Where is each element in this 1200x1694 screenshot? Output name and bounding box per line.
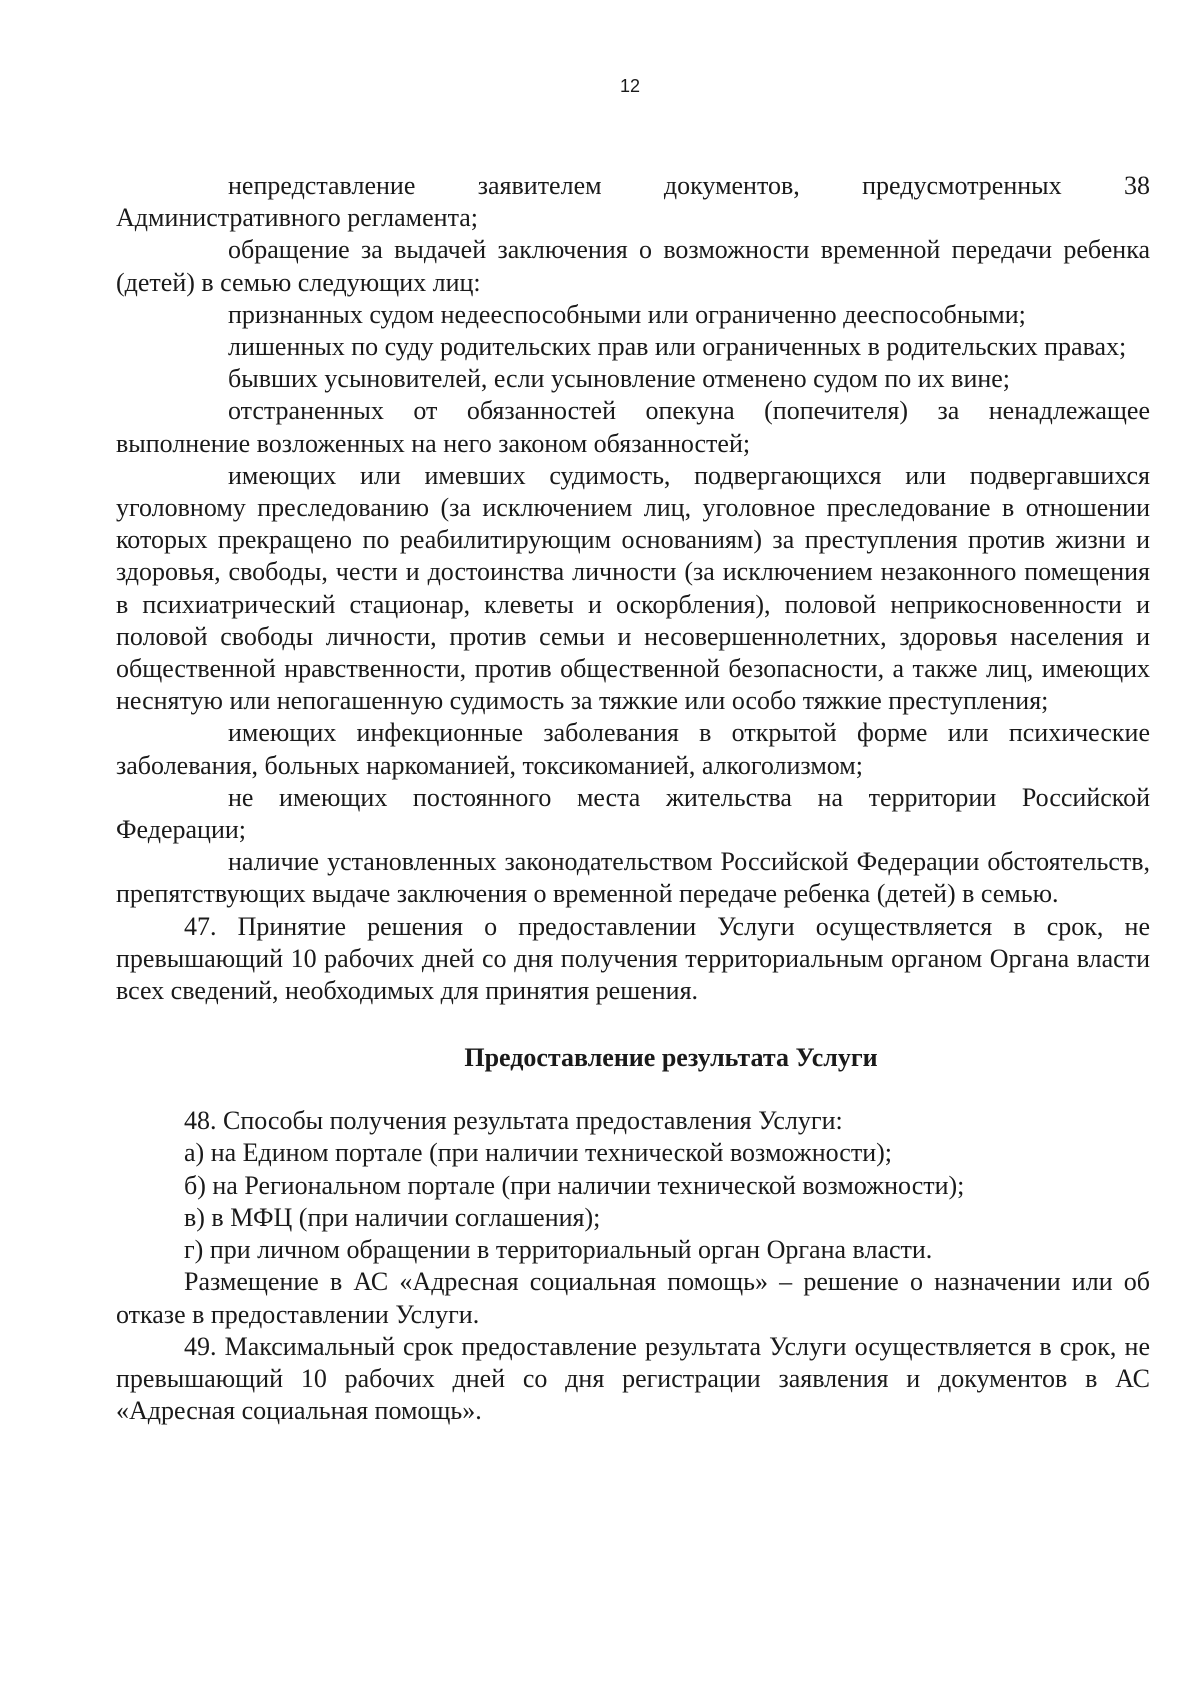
paragraph-item-49: 49. Максимальный срок предоставление результата Услуги осуществляется в срок, не превышающий 10 рабочих дней со дня регистрации заявления и документов в АС «Адресная социальная помощь».	[116, 1331, 1150, 1426]
list-item-g: г) при личном обращении в территориальный орган Органа власти.	[184, 1235, 933, 1265]
paragraph: бывших усыновителей, если усыновление отменено судом по их вине;	[228, 364, 1011, 394]
paragraph: признанных судом недееспособными или ограниченно дееспособными;	[228, 299, 1026, 329]
paragraph: лишенных по суду родительских прав или ограниченных в родительских правах;	[228, 332, 1127, 362]
document-body	[116, 170, 1150, 1427]
section-heading: Предоставление результата Услуги	[464, 1043, 878, 1073]
list-item-a: а) на Едином портале (при наличии технической возможности);	[184, 1138, 892, 1168]
paragraph-item-47: 47. Принятие решения о предоставлении Услуги осуществляется в срок, не превышающий 10 рабочих дней со дня получения территориальным органом Органа власти всех сведений, необходимых для принятия решения.	[116, 911, 1150, 1006]
paragraph: имеющих или имевших судимость, подвергающихся или подвергавшихся уголовному преследованию (за исключением лиц, уголовное преследование в отношении которых прекращено по реабилитирующим основаниям) за преступления против жизни и здоровья, свободы, чести и достоинства личности (за исключением незаконного помещения в психиатрический стационар, клеветы и оскорбления), половой неприкосновенности и половой свободы личности, против семьи и несовершеннолетних, здоровья населения и общественной нравственности, против общественной безопасности, а также лиц, имеющих неснятую или непогашенную судимость за тяжкие или особо тяжкие преступления;	[116, 460, 1150, 716]
paragraph: отстраненных от обязанностей опекуна (попечителя) за ненадлежащее выполнение возложенных на него законом обязанностей;	[116, 396, 1150, 458]
page-number: 12	[619, 76, 641, 96]
list-item-v: в) в МФЦ (при наличии соглашения);	[184, 1202, 601, 1232]
paragraph: Размещение в АС «Адресная социальная помощь» – решение о назначении или об отказе в предоставлении Услуги.	[116, 1267, 1150, 1329]
paragraph: непредставление заявителем документов, предусмотренных 38 Административного регламента;	[116, 171, 1150, 233]
paragraph: обращение за выдачей заключения о возможности временной передачи ребенка (детей) в семью следующих лиц:	[116, 235, 1150, 297]
paragraph: наличие установленных законодательством Российской Федерации обстоятельств, препятствующих выдаче заключения о временной передаче ребенка (детей) в семью.	[116, 847, 1150, 909]
paragraph: имеющих инфекционные заболевания в открытой форме или психические заболевания, больных наркоманией, токсикоманией, алкоголизмом;	[116, 718, 1150, 780]
list-item-b: б) на Региональном портале (при наличии технической возможности);	[184, 1170, 965, 1200]
paragraph: не имеющих постоянного места жительства на территории Российской Федерации;	[116, 782, 1150, 845]
paragraph-item-48: 48. Способы получения результата предоставления Услуги:	[184, 1106, 843, 1136]
